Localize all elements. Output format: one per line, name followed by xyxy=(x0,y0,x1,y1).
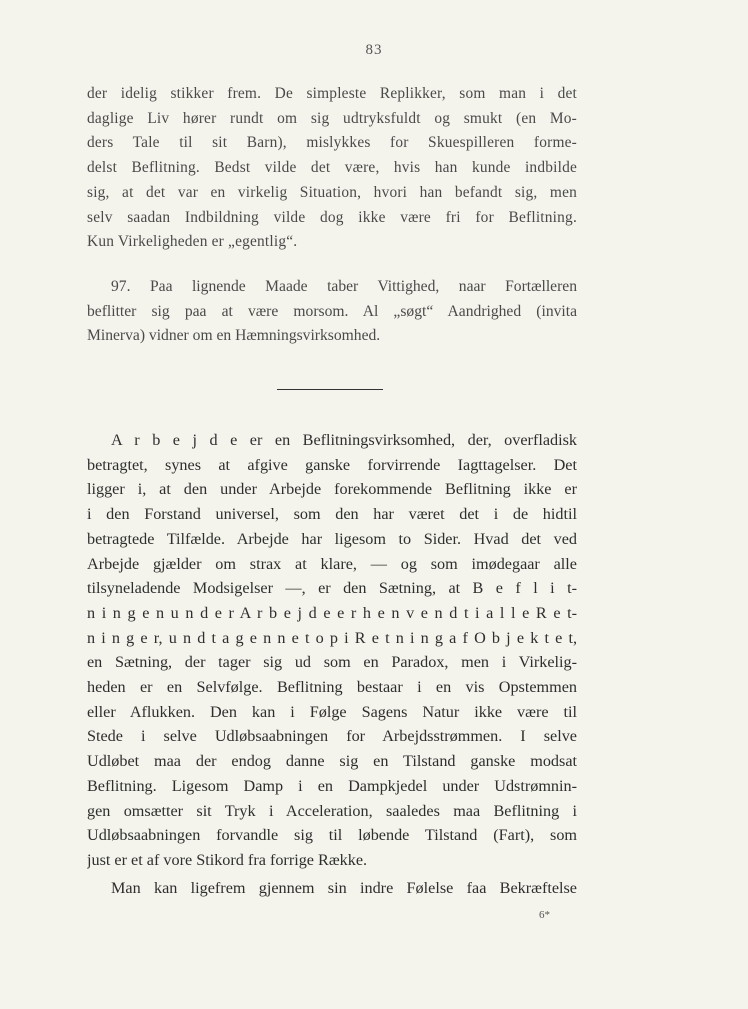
text-line: betragtet, synes at afgive ganske forvirrende Iagttagelser. Det xyxy=(87,455,577,474)
text-line: beflitter sig paa at være morsom. Al „søgt“ Aandrighed (invita xyxy=(87,302,577,320)
paragraph-last xyxy=(87,876,577,901)
text-line: ligger i, at den under Arbejde forekommende Beflitning ikke er xyxy=(87,480,577,499)
text-line: tilsyneladende Modsigelser —, er den Sætning, at B e f l i t- xyxy=(87,579,577,598)
text-line: Stede i selve Udløbsaabningen for Arbejdsstrømmen. I selve xyxy=(87,727,577,746)
text-line: gen omsætter sit Tryk i Acceleration, saaledes maa Beflitning i xyxy=(87,801,577,820)
text-line: Kun Virkeligheden er „egentlig“. xyxy=(87,233,298,251)
text-line: Man kan ligefrem gjennem sin indre Følelse faa Bekræftelse xyxy=(111,879,577,897)
text-line: sig, at det var en virkelig Situation, hvori han befandt sig, men xyxy=(87,183,577,201)
text-line: selv saadan Indbildning vilde dog ikke være fri for Beflitning. xyxy=(87,208,577,226)
page-number: 83 xyxy=(365,42,383,58)
text-line: n i n g e n u n d e r A r b e j d e e r h e n v e n d t i a l l e R e t- xyxy=(87,603,577,622)
text-line: betragtede Tilfælde. Arbejde har ligesom to Sider. Hvad det ved xyxy=(87,529,577,548)
text-line: 97. Paa lignende Maade taber Vittighed, naar Fortælleren xyxy=(111,278,577,295)
text-line: n i n g e r, u n d t a g e n n e t o p i R e t n i n g a f O b j e k t e t, xyxy=(87,628,577,647)
text-line: Beflitning. Ligesom Damp i en Dampkjedel under Udstrømnin- xyxy=(87,776,577,795)
paragraph-main xyxy=(87,428,577,873)
text-line: heden er en Selvfølge. Beflitning bestaar i en vis Opstemmen xyxy=(87,678,577,697)
text-line: just er et af vore Stikord fra forrige Række. xyxy=(87,850,368,869)
text-line: Udløbsaabningen forvandle sig til løbende Tilstand (Fart), som xyxy=(87,826,577,845)
text-line: eller Aflukken. Den kan i Følge Sagens Natur ikke være til xyxy=(87,702,577,721)
paragraph-top xyxy=(87,82,577,255)
section-divider xyxy=(277,389,383,390)
paragraph-97 xyxy=(87,275,577,349)
text-line: Udløbet maa der endog danne sig en Tilstand ganske modsat xyxy=(87,752,577,771)
text-line: daglige Liv hører rundt om sig udtryksfuldt og smukt (en Mo- xyxy=(87,109,577,127)
text-line: Arbejde gjælder om strax at klare, — og som imødegaar alle xyxy=(87,554,577,573)
text-line: delst Beflitning. Bedst vilde det være, hvis han kunde indbilde xyxy=(87,159,577,177)
text-line: ders Tale til sit Barn), mislykkes for Skuespilleren forme- xyxy=(87,134,577,152)
text-line: en Sætning, der tager sig ud som en Paradox, men i Virkelig- xyxy=(87,653,577,672)
signature-mark: 6* xyxy=(539,909,550,921)
text-line: A r b e j d e er en Beflitningsvirksomhed, der, overfladisk xyxy=(111,431,577,449)
text-line: der idelig stikker frem. De simpleste Replikker, som man i det xyxy=(87,85,577,102)
text-line: i den Forstand universel, som den har været det i de hidtil xyxy=(87,505,577,524)
text-line: Minerva) vidner om en Hæmningsvirksomhed. xyxy=(87,327,381,344)
